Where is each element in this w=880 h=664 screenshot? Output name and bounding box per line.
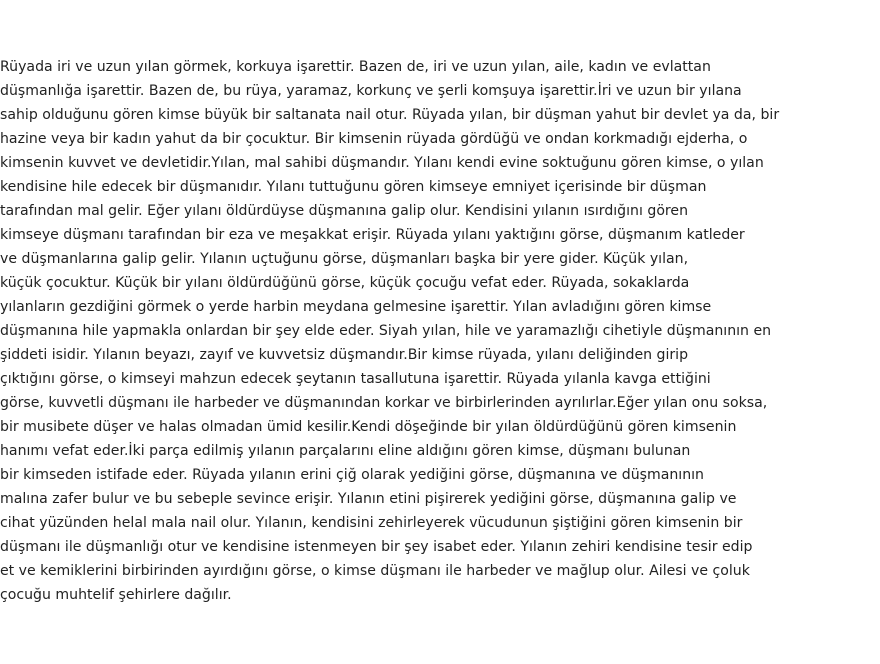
paragraph-line: ve düşmanlarına galip gelir. Yılanın uçtuğunu görse, düşmanları başka bir yere gider. Küçük yılan, (0, 251, 689, 267)
paragraph-line: düşmanına hile yapmakla onlardan bir şey elde eder. Siyah yılan, hile ve yaramazlığı cihetiyle düşmanının en (0, 323, 772, 339)
paragraph-line: şiddeti isidir. Yılanın beyazı, zayıf ve kuvvetsiz düşmandır.Bir kimse rüyada, yılanı deliğinden girip (0, 347, 689, 363)
paragraph-line: görse, kuvvetli düşmanı ile harbeder ve düşmanından korkar ve birbirlerinden ayrılırlar.Eğer yılan onu soksa, (0, 395, 768, 411)
paragraph-line: hanımı vefat eder.İki parça edilmiş yılanın parçalarını eline aldığını gören kimse, düşmanı bulunan (0, 443, 691, 459)
paragraph-line: kendisine hile edecek bir düşmanıdır. Yılanı tuttuğunu gören kimseye emniyet içerisinde bir düşman (0, 179, 707, 195)
paragraph-line: çıktığını görse, o kimseyi mahzun edecek şeytanın tasallutuna işarettir. Rüyada yılanla kavga ettiğini (0, 371, 711, 387)
paragraph-line: kimseye düşmanı tarafından bir eza ve meşakkat erişir. Rüyada yılanı yaktığını görse, düşmanım katleder (0, 227, 745, 243)
paragraph-line: hazine veya bir kadın yahut da bir çocuktur. Bir kimsenin rüyada gördüğü ve ondan korkmadığı ejderha, o (0, 131, 748, 147)
article-body (0, 55, 880, 607)
paragraph-line: düşmanlığa işarettir. Bazen de, bu rüya, yaramaz, korkunç ve şerli komşuya işarettir.İri ve uzun bir yılana (0, 83, 742, 99)
paragraph-line: sahip olduğunu gören kimse büyük bir saltanata nail otur. Rüyada yılan, bir düşman yahut bir devlet ya da, bir (0, 107, 780, 123)
paragraph-line: kimsenin kuvvet ve devletidir.Yılan, mal sahibi düşmandır. Yılanı kendi evine soktuğunu gören kimse, o yılan (0, 155, 764, 171)
paragraph-line: yılanların gezdiğini görmek o yerde harbin meydana gelmesine işarettir. Yılan avladığını gören kimse (0, 299, 712, 315)
paragraph-line: bir kimseden istifade eder. Rüyada yılanın erini çiğ olarak yediğini görse, düşmanına ve düşmanının (0, 467, 704, 483)
paragraph-line: Rüyada iri ve uzun yılan görmek, korkuya işarettir. Bazen de, iri ve uzun yılan, aile, kadın ve evlattan (0, 59, 711, 75)
paragraph-line: tarafından mal gelir. Eğer yılanı öldürdüyse düşmanına galip olur. Kendisini yılanın ısırdığını gören (0, 203, 689, 219)
paragraph-line: küçük çocuktur. Küçük bir yılanı öldürdüğünü görse, küçük çocuğu vefat eder. Rüyada, sokaklarda (0, 275, 690, 291)
paragraph-line: çocuğu muhtelif şehirlere dağılır. (0, 587, 232, 603)
paragraph-line: bir musibete düşer ve halas olmadan ümid kesilir.Kendi döşeğinde bir yılan öldürdüğünü gören kimsenin (0, 419, 737, 435)
paragraph-line: malına zafer bulur ve bu sebeple sevince erişir. Yılanın etini pişirerek yediğini görse, düşmanına galip ve (0, 491, 737, 507)
paragraph-line: et ve kemiklerini birbirinden ayırdığını görse, o kimse düşmanı ile harbeder ve mağlup olur. Ailesi ve çoluk (0, 563, 750, 579)
paragraph-line: düşmanı ile düşmanlığı otur ve kendisine istenmeyen bir şey isabet eder. Yılanın zehiri kendisine tesir edip (0, 539, 753, 555)
paragraph-line: cihat yüzünden helal mala nail olur. Yılanın, kendisini zehirleyerek vücudunun şiştiğini gören kimsenin bir (0, 515, 743, 531)
